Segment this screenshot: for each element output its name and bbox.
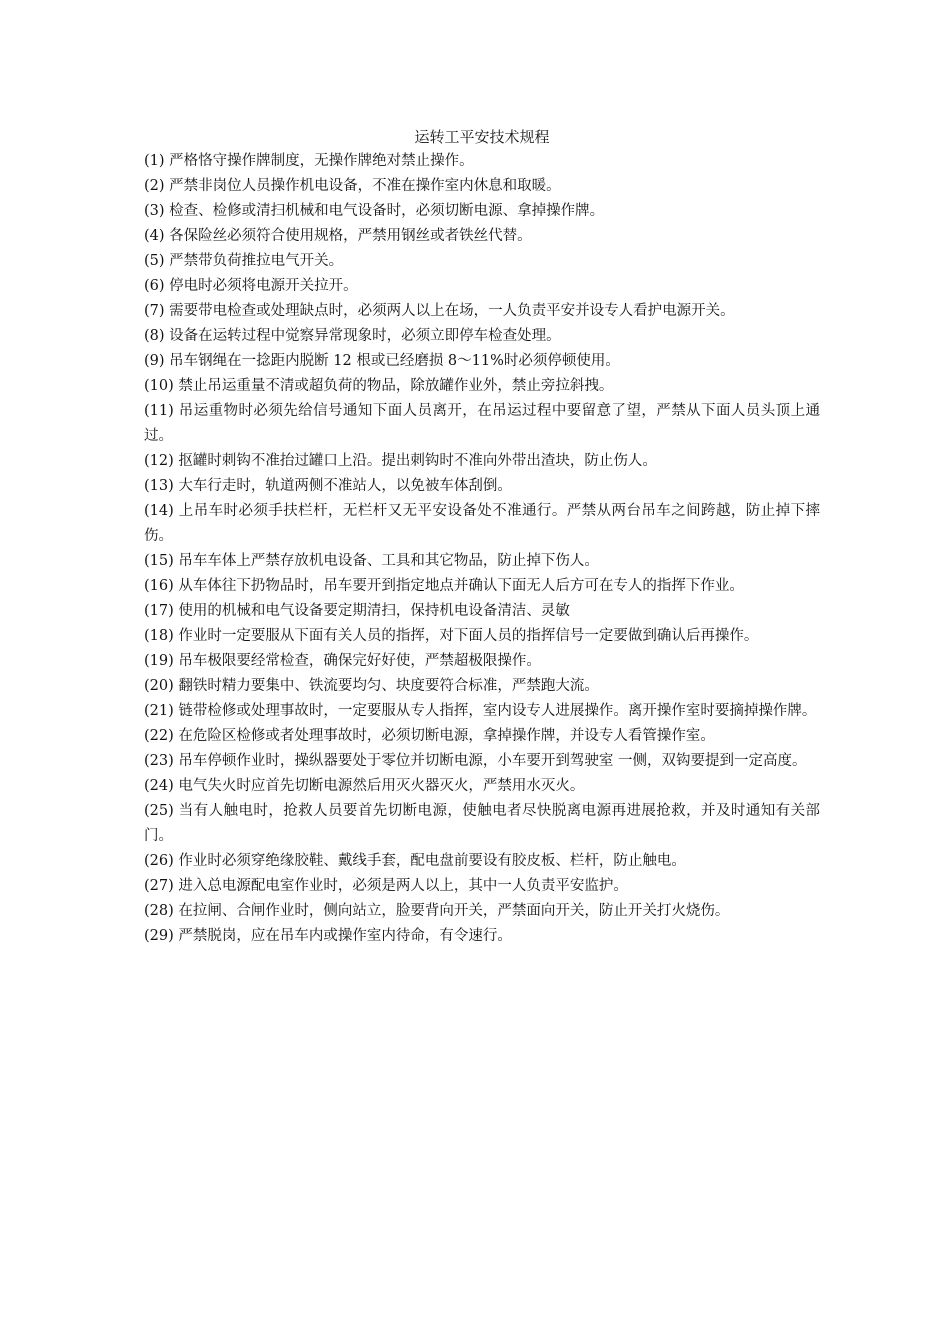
rule-item: (15) 吊车车体上严禁存放机电设备、工具和其它物品，防止掉下伤人。 [144,553,599,569]
rule-item: (22) 在危险区检修或者处理事故时，必须切断电源，拿掉操作牌，并设专人看管操作室。 [144,728,715,744]
rule-item: (16) 从车体往下扔物品时，吊车要开到指定地点并确认下面无人后方可在专人的指挥下作业。 [144,578,744,594]
rule-item: (5) 严禁带负荷推拉电气开关。 [144,253,344,269]
document-title: 运转工平安技术规程 [414,128,550,146]
rule-item: (9) 吊车钢绳在一捻距内脱断 12 根或已经磨损 8～11%时必须停顿使用。 [144,353,620,369]
rule-item: (21) 链带检修或处理事故时，一定要服从专人指挥，室内设专人进展操作。离开操作室时要摘掉操作牌。 [144,703,817,719]
rule-item: (29) 严禁脱岗，应在吊车内或操作室内待命，有令速行。 [144,928,512,944]
rule-item: (24) 电气失火时应首先切断电源然后用灭火器灭火，严禁用水灭火。 [144,778,585,794]
rules-list [144,149,820,949]
rule-item: (18) 作业时一定要服从下面有关人员的指挥，对下面人员的指挥信号一定要做到确认后再操作。 [144,628,759,644]
rule-item: (17) 使用的机械和电气设备要定期清扫，保持机电设备清洁、灵敏 [144,603,570,619]
rule-item: (2) 严禁非岗位人员操作机电设备，不准在操作室内休息和取暖。 [144,178,561,194]
rule-item: (26) 作业时必须穿绝缘胶鞋、戴线手套，配电盘前要设有胶皮板、栏杆，防止触电。 [144,853,686,869]
rule-item: (12) 抠罐时刺钩不准抬过罐口上沿。提出刺钩时不准向外带出渣块，防止伤人。 [144,453,657,469]
rule-item: (4) 各保险丝必须符合使用规格，严禁用钢丝或者铁丝代替。 [144,228,532,244]
rule-item: (25) 当有人触电时，抢救人员要首先切断电源，使触电者尽快脱离电源再进展抢救，并及时通知有关部门。 [144,803,820,844]
rule-item: (1) 严格恪守操作牌制度，无操作牌绝对禁止操作。 [144,153,474,169]
rule-item: (28) 在拉闸、合闸作业时，侧向站立，脸要背向开关，严禁面向开关，防止开关打火烧伤。 [144,903,730,919]
rule-item: (8) 设备在运转过程中觉察异常现象时，必须立即停车检查处理。 [144,328,561,344]
rule-item: (11) 吊运重物时必须先给信号通知下面人员离开，在吊运过程中要留意了望，严禁从下面人员头顶上通过。 [144,403,820,444]
rule-item: (23) 吊车停顿作业时，操纵器要处于零位并切断电源，小车要开到驾驶室 一侧，双钩要提到一定高度。 [144,753,807,769]
rule-item: (3) 检查、检修或清扫机械和电气设备时，必须切断电源、拿掉操作牌。 [144,203,605,219]
document-body [144,125,820,949]
rule-item: (20) 翻铁时精力要集中、铁流要均匀、块度要符合标准，严禁跑大流。 [144,678,599,694]
rule-item: (10) 禁止吊运重量不清或超负荷的物品，除放罐作业外，禁止旁拉斜拽。 [144,378,614,394]
rule-item: (13) 大车行走时，轨道两侧不准站人，以免被车体刮倒。 [144,478,512,494]
rule-item: (14) 上吊车时必须手扶栏杆，无栏杆又无平安设备处不准通行。严禁从两台吊车之间跨越，防止掉下摔伤。 [144,503,820,544]
rule-item: (19) 吊车极限要经常检查，确保完好好使，严禁超极限操作。 [144,653,541,669]
rule-item: (6) 停电时必须将电源开关拉开。 [144,278,358,294]
rule-item: (7) 需要带电检查或处理缺点时，必须两人以上在场，一人负责平安并设专人看护电源开关。 [144,303,735,319]
rule-item: (27) 进入总电源配电室作业时，必须是两人以上，其中一人负责平安监护。 [144,878,628,894]
